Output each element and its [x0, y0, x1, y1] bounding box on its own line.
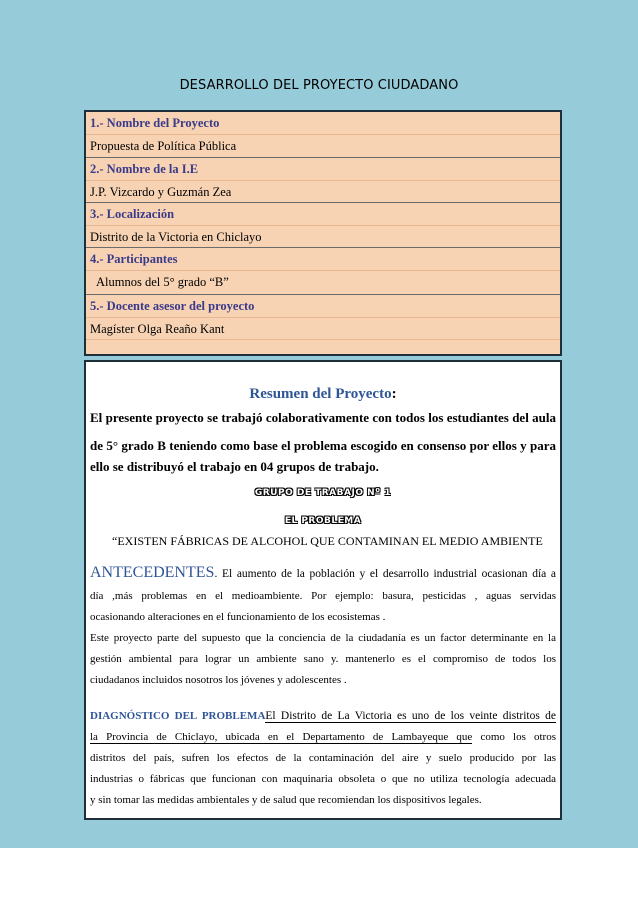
- diagnostico-label: DIAGNÓSTICO DEL PROBLEMA: [90, 710, 266, 722]
- info-label: 4.- Participantes: [90, 252, 178, 266]
- summary-line: de 5° grado B teniendo como base el problema escogido en consenso por ellos y para: [90, 438, 556, 453]
- conciencia-line: Este proyecto parte del supuesto que la conciencia de la ciudadanía es un factor determinante en la: [90, 632, 556, 644]
- info-value: Propuesta de Política Pública: [86, 134, 560, 156]
- info-value: Distrito de la Victoria en Chiclayo: [86, 225, 560, 247]
- info-section-location: [86, 202, 560, 246]
- info-label: 2.- Nombre de la I.E: [90, 162, 199, 176]
- info-section-advisor: [86, 294, 560, 354]
- conciencia-line: gestión ambiental para lograr un ambiente sano y. mantenerlo es el compromiso de todos los: [90, 653, 556, 665]
- summary-title: Resumen del Proyecto:: [249, 386, 397, 402]
- info-label: 5.- Docente asesor del proyecto: [90, 299, 255, 313]
- antecedentes-line: día ,más problemas en el medioambiente. Por ejemplo: basura, pesticidas , aguas servidas: [90, 590, 556, 602]
- info-section-participants: [86, 247, 560, 293]
- problem-heading: EL PROBLEMA: [284, 516, 362, 526]
- diagnostico-line: industrias o fábricas que funcionan con maquinaria obsoleta o que no utiliza tecnología adecuada: [90, 773, 556, 785]
- summary-line: El presente proyecto se trabajó colaborativamente con todos los estudiantes del aula: [90, 410, 556, 425]
- document-title: DESARROLLO DEL PROYECTO CIUDADANO: [179, 78, 459, 93]
- summary-line: ello se distribuyó el trabajo en 04 grupos de trabajo.: [90, 459, 379, 474]
- diagnostico-line: la Provincia de Chiclayo, ubicada en el Departamento de Lambayeque que como los otros: [90, 731, 557, 743]
- info-section-school: [86, 157, 560, 201]
- info-label: 3.- Localización: [90, 207, 175, 221]
- diagnostico-line: distritos del país, sufren los efectos de la contaminación del aire y suelo producido por las: [90, 752, 556, 764]
- project-info-table: [84, 110, 562, 356]
- conciencia-line: ciudadanos incluidos nosotros los jóvenes y adolescentes .: [90, 674, 347, 686]
- antecedentes-line: ocasionando alteraciones en el funcionamiento de los ecosistemas .: [90, 611, 386, 623]
- info-empty-row: [86, 339, 560, 361]
- info-value: J.P. Vizcardo y Guzmán Zea: [86, 180, 560, 202]
- info-value: Magíster Olga Reaño Kant: [86, 317, 560, 339]
- antecedentes-line: ANTECEDENTES. El aumento de la población y el desarrollo industrial ocasionan día a: [90, 564, 556, 581]
- diagnostico-line: DIAGNÓSTICO DEL PROBLEMAEl Distrito de La Victoria es uno de los veinte distritos de: [90, 710, 556, 722]
- info-section-name: [86, 112, 560, 156]
- group-title: GRUPO DE TRABAJO Nº 1: [254, 488, 392, 498]
- diagnostico-line: y sin tomar las medidas ambientales y de salud que recomiendan los dispositivos legales.: [90, 794, 482, 806]
- problem-statement: “EXISTEN FÁBRICAS DE ALCOHOL QUE CONTAMINAN EL MEDIO AMBIENTE: [112, 534, 543, 548]
- info-label: 1.- Nombre del Proyecto: [90, 116, 220, 130]
- antecedentes-label: ANTECEDENTES: [90, 564, 215, 581]
- project-summary: [84, 360, 562, 820]
- info-value: Alumnos del 5° grado “B”: [86, 270, 560, 292]
